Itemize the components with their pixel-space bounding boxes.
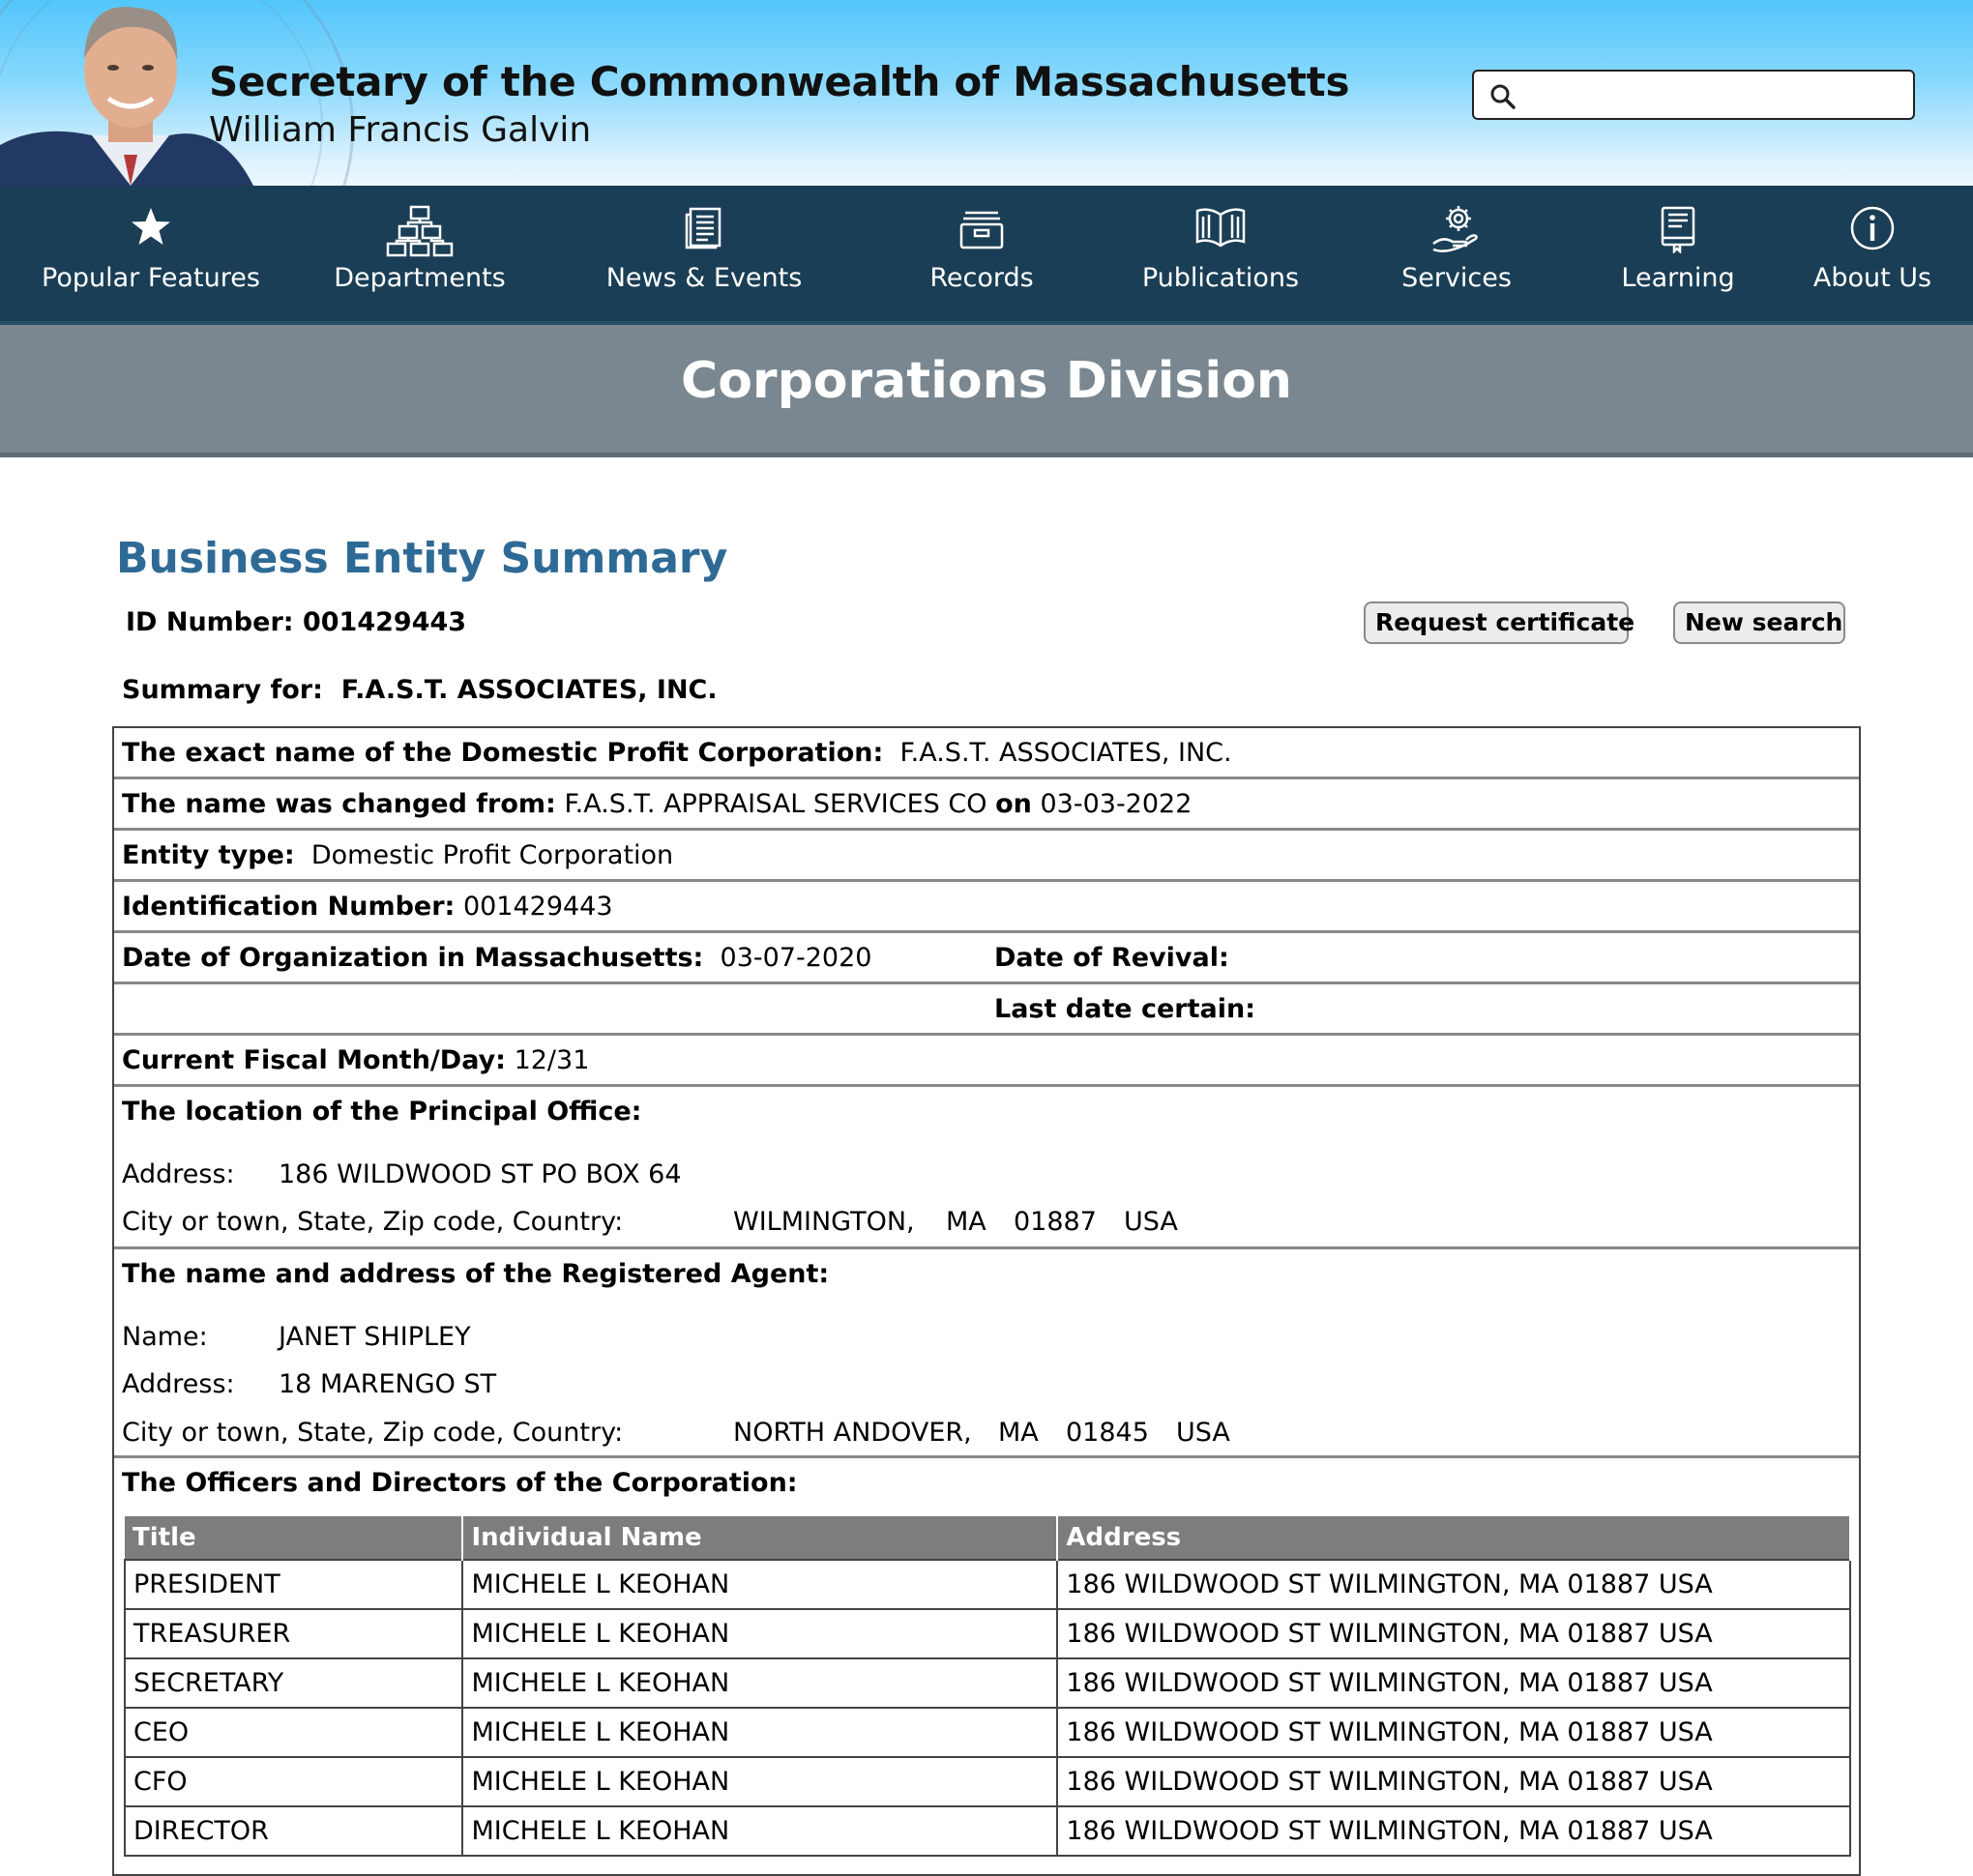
changed-on-value: 03-03-2022 bbox=[1040, 789, 1193, 819]
principal-city-label: City or town, State, Zip code, Country: bbox=[122, 1207, 624, 1237]
last-date-certain-label: Last date certain: bbox=[994, 994, 1255, 1024]
officer-name: MICHELE L KEOHAN bbox=[462, 1609, 1057, 1658]
id-number-value: 001429443 bbox=[302, 607, 467, 637]
request-certificate-button[interactable]: Request certificate bbox=[1364, 601, 1629, 644]
identification-row bbox=[114, 882, 1859, 933]
officer-address: 186 WILDWOOD ST WILMINGTON, MA 01887 USA bbox=[1057, 1806, 1850, 1856]
nav-label: News & Events bbox=[605, 263, 803, 293]
table-row bbox=[125, 1560, 1850, 1609]
entity-details-table bbox=[112, 726, 1861, 1876]
officer-address: 186 WILDWOOD ST WILMINGTON, MA 01887 USA bbox=[1057, 1609, 1850, 1658]
registered-agent-row bbox=[114, 1249, 1859, 1458]
principal-office-row bbox=[114, 1087, 1859, 1249]
summary-for bbox=[122, 675, 718, 705]
nav-news-events[interactable] bbox=[602, 186, 807, 321]
officer-name: MICHELE L KEOHAN bbox=[462, 1757, 1057, 1806]
identification-label: Identification Number: bbox=[122, 892, 456, 922]
search-input[interactable] bbox=[1524, 77, 1905, 114]
changed-from-value: F.A.S.T. APPRAISAL SERVICES CO bbox=[564, 789, 987, 819]
officer-title: PRESIDENT bbox=[125, 1560, 462, 1609]
officer-address: 186 WILDWOOD ST WILMINGTON, MA 01887 USA bbox=[1057, 1708, 1850, 1757]
agent-city-label: City or town, State, Zip code, Country: bbox=[122, 1418, 624, 1448]
fiscal-label: Current Fiscal Month/Day: bbox=[122, 1045, 506, 1075]
exact-name-label: The exact name of the Domestic Profit Corporation: bbox=[122, 738, 884, 768]
new-search-button[interactable]: New search bbox=[1673, 601, 1845, 644]
table-row bbox=[125, 1708, 1850, 1757]
principal-address-value: 186 WILDWOOD ST PO BOX 64 bbox=[279, 1159, 682, 1189]
open-book-icon bbox=[1193, 205, 1248, 249]
org-date-value: 03-07-2020 bbox=[720, 943, 872, 973]
site-header bbox=[0, 0, 1973, 186]
summary-for-label: Summary for: bbox=[122, 675, 323, 705]
organization-date-row bbox=[114, 933, 1859, 984]
nav-departments[interactable] bbox=[325, 186, 515, 321]
table-row bbox=[125, 1757, 1850, 1806]
officer-title: SECRETARY bbox=[125, 1658, 462, 1708]
nav-publications[interactable] bbox=[1134, 186, 1308, 321]
main-nav bbox=[0, 186, 1973, 325]
nav-label: Records bbox=[929, 263, 1034, 293]
principal-address-label: Address: bbox=[122, 1159, 235, 1189]
table-row bbox=[125, 1658, 1850, 1708]
summary-for-value: F.A.S.T. ASSOCIATES, INC. bbox=[340, 675, 718, 705]
officer-title: DIRECTOR bbox=[125, 1806, 462, 1856]
revival-date-label: Date of Revival: bbox=[994, 943, 1229, 973]
exact-name-value: F.A.S.T. ASSOCIATES, INC. bbox=[899, 738, 1232, 768]
nav-services[interactable] bbox=[1393, 186, 1520, 321]
site-subtitle: William Francis Galvin bbox=[209, 110, 592, 150]
nav-label: About Us bbox=[1812, 263, 1932, 293]
entity-type-value: Domestic Profit Corporation bbox=[310, 840, 674, 870]
officers-header-row bbox=[125, 1516, 1850, 1560]
officer-title: TREASURER bbox=[125, 1609, 462, 1658]
column-header-title: Title bbox=[125, 1516, 462, 1560]
changed-from-label: The name was changed from: bbox=[122, 789, 556, 819]
entity-type-label: Entity type: bbox=[122, 840, 295, 870]
officer-name: MICHELE L KEOHAN bbox=[462, 1658, 1057, 1708]
registered-agent-title: The name and address of the Registered Agent: bbox=[122, 1259, 830, 1289]
principal-office-title: The location of the Principal Office: bbox=[122, 1097, 642, 1127]
changed-on-label: on bbox=[995, 789, 1032, 819]
division-title: Corporations Division bbox=[681, 352, 1292, 410]
table-row bbox=[125, 1806, 1850, 1856]
division-banner bbox=[0, 325, 1973, 457]
nav-label: Popular Features bbox=[42, 263, 260, 293]
gear-hand-icon bbox=[1429, 205, 1484, 257]
name-changed-row bbox=[114, 779, 1859, 831]
principal-zip: 01887 bbox=[1014, 1207, 1097, 1237]
officer-name: MICHELE L KEOHAN bbox=[462, 1560, 1057, 1609]
entity-type-row bbox=[114, 831, 1859, 882]
nav-records[interactable] bbox=[913, 186, 1050, 321]
nav-about-us[interactable] bbox=[1811, 186, 1934, 321]
search-icon[interactable] bbox=[1489, 83, 1517, 110]
officers-title: The Officers and Directors of the Corporation: bbox=[122, 1468, 798, 1498]
officer-address: 186 WILDWOOD ST WILMINGTON, MA 01887 USA bbox=[1057, 1560, 1850, 1609]
officer-address: 186 WILDWOOD ST WILMINGTON, MA 01887 USA bbox=[1057, 1757, 1850, 1806]
org-chart-icon bbox=[385, 205, 455, 257]
id-number-label: ID Number: bbox=[126, 607, 294, 637]
site-title[interactable]: Secretary of the Commonwealth of Massachusetts bbox=[209, 58, 1350, 105]
star-icon bbox=[129, 205, 173, 249]
principal-city: WILMINGTON, bbox=[733, 1207, 915, 1237]
agent-address-label: Address: bbox=[122, 1369, 235, 1399]
agent-zip: 01845 bbox=[1066, 1418, 1149, 1448]
fiscal-value: 12/31 bbox=[514, 1045, 590, 1075]
search-box[interactable] bbox=[1472, 70, 1915, 120]
officer-title: CEO bbox=[125, 1708, 462, 1757]
exact-name-row bbox=[114, 728, 1859, 779]
officer-title: CFO bbox=[125, 1757, 462, 1806]
officers-row bbox=[114, 1458, 1859, 1874]
nav-label: Departments bbox=[334, 263, 506, 293]
nav-label: Services bbox=[1401, 263, 1512, 293]
agent-name-label: Name: bbox=[122, 1322, 208, 1352]
principal-state: MA bbox=[946, 1207, 986, 1237]
officer-name: MICHELE L KEOHAN bbox=[462, 1806, 1057, 1856]
fiscal-month-row bbox=[114, 1036, 1859, 1087]
agent-city: NORTH ANDOVER, bbox=[733, 1418, 972, 1448]
officers-table bbox=[124, 1516, 1851, 1857]
table-row bbox=[125, 1609, 1850, 1658]
agent-name-value: JANET SHIPLEY bbox=[279, 1322, 471, 1352]
nav-popular-features[interactable] bbox=[35, 186, 267, 321]
info-icon bbox=[1849, 205, 1896, 251]
nav-learning[interactable] bbox=[1609, 186, 1747, 321]
book-icon bbox=[1657, 205, 1699, 253]
principal-country: USA bbox=[1124, 1207, 1178, 1237]
newspaper-icon bbox=[683, 205, 725, 251]
last-date-certain-row bbox=[114, 984, 1859, 1036]
officer-address: 186 WILDWOOD ST WILMINGTON, MA 01887 USA bbox=[1057, 1658, 1850, 1708]
page-title: Business Entity Summary bbox=[116, 534, 728, 583]
column-header-address: Address bbox=[1057, 1516, 1850, 1560]
agent-country: USA bbox=[1176, 1418, 1230, 1448]
officer-name: MICHELE L KEOHAN bbox=[462, 1708, 1057, 1757]
nav-label: Learning bbox=[1621, 263, 1735, 293]
archive-box-icon bbox=[957, 205, 1006, 251]
column-header-individual-name: Individual Name bbox=[462, 1516, 1057, 1560]
identification-value: 001429443 bbox=[462, 892, 613, 922]
org-date-label: Date of Organization in Massachusetts: bbox=[122, 943, 704, 973]
agent-address-value: 18 MARENGO ST bbox=[279, 1369, 497, 1399]
nav-label: Publications bbox=[1141, 263, 1300, 293]
id-number bbox=[126, 607, 466, 637]
agent-state: MA bbox=[998, 1418, 1039, 1448]
